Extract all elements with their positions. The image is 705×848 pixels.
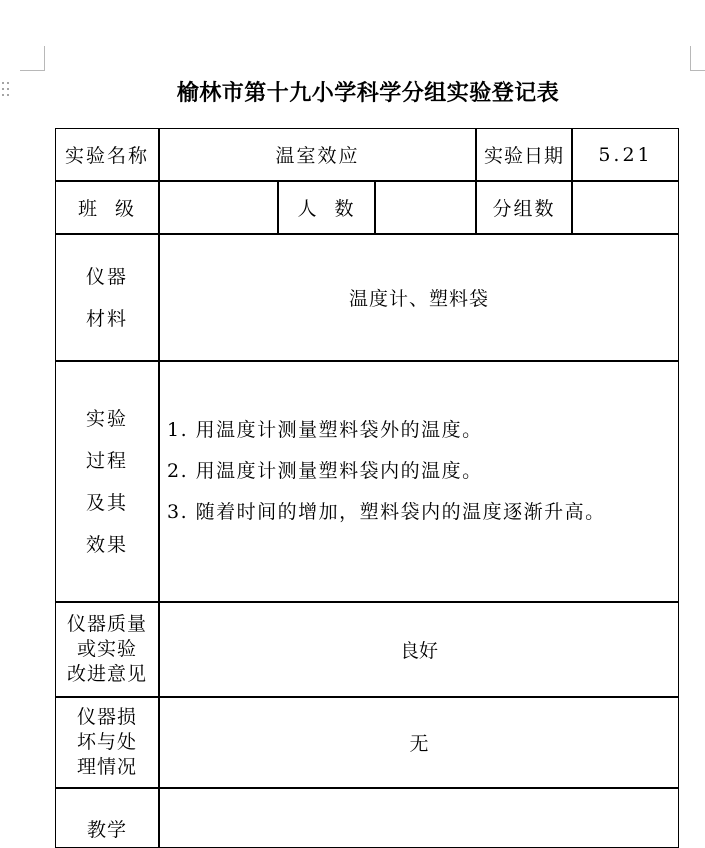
damage-value-cell[interactable] bbox=[159, 697, 679, 788]
process-label-cell bbox=[55, 361, 159, 602]
process-label-line-3: 及其 bbox=[85, 491, 128, 514]
process-label-line-1: 实验 bbox=[85, 407, 128, 430]
people-count-label: 人 数 bbox=[297, 198, 356, 220]
process-step-3: 3. 随着时间的增加，塑料袋内的温度逐渐升高。 bbox=[167, 501, 606, 523]
experiment-date-value-cell[interactable] bbox=[572, 128, 679, 181]
process-label-line-2: 过程 bbox=[85, 449, 128, 472]
damage-label-cell bbox=[55, 697, 159, 788]
materials-value-cell[interactable] bbox=[159, 234, 679, 361]
group-count-label-cell bbox=[476, 181, 572, 234]
group-count-label: 分组数 bbox=[492, 198, 556, 220]
experiment-name-label-cell bbox=[55, 128, 159, 181]
materials-value: 温度计、塑料袋 bbox=[348, 288, 489, 310]
experiment-name-value: 温室效应 bbox=[275, 145, 360, 167]
damage-label-line-1: 仪器损 bbox=[76, 706, 137, 728]
materials-label-line-2: 材料 bbox=[85, 307, 128, 330]
process-step-1: 1. 用温度计测量塑料袋外的温度。 bbox=[167, 419, 483, 441]
class-label-cell bbox=[55, 181, 159, 234]
quality-label-line-3: 改进意见 bbox=[66, 663, 147, 685]
damage-label-line-3: 理情况 bbox=[76, 756, 137, 778]
quality-value: 良好 bbox=[399, 640, 438, 662]
next-row-value-cell[interactable] bbox=[159, 788, 679, 848]
materials-label-cell bbox=[55, 234, 159, 361]
damage-label-line-2: 坏与处 bbox=[76, 731, 137, 753]
people-count-value-cell[interactable] bbox=[375, 181, 476, 234]
next-row-label: 教学 bbox=[86, 819, 127, 841]
class-value-cell[interactable] bbox=[159, 181, 278, 234]
page-corner-mark-top-left bbox=[20, 46, 45, 71]
process-step-2: 2. 用温度计测量塑料袋内的温度。 bbox=[167, 460, 483, 482]
damage-value: 无 bbox=[409, 733, 429, 755]
process-value-cell[interactable] bbox=[159, 361, 679, 602]
quality-value-cell[interactable] bbox=[159, 602, 679, 697]
class-label: 班 级 bbox=[77, 198, 137, 220]
quality-label-line-2: 或实验 bbox=[76, 638, 137, 660]
experiment-name-label: 实验名称 bbox=[64, 145, 149, 167]
quality-label-cell bbox=[55, 602, 159, 697]
quality-label-line-1: 仪器质量 bbox=[66, 613, 147, 635]
materials-label-line-1: 仪器 bbox=[85, 265, 128, 288]
group-count-value-cell[interactable] bbox=[572, 181, 679, 234]
people-count-label-cell bbox=[278, 181, 375, 234]
experiment-date-label: 实验日期 bbox=[483, 145, 564, 167]
page-corner-mark-top-right bbox=[690, 46, 705, 71]
page-title: 榆林市第十九小学科学分组实验登记表 bbox=[176, 81, 560, 106]
next-row-label-cell bbox=[55, 788, 159, 848]
experiment-date-label-cell bbox=[476, 128, 572, 181]
experiment-name-value-cell[interactable] bbox=[159, 128, 476, 181]
process-label-line-4: 效果 bbox=[85, 533, 128, 556]
experiment-date-value: 5.21 bbox=[598, 143, 653, 166]
